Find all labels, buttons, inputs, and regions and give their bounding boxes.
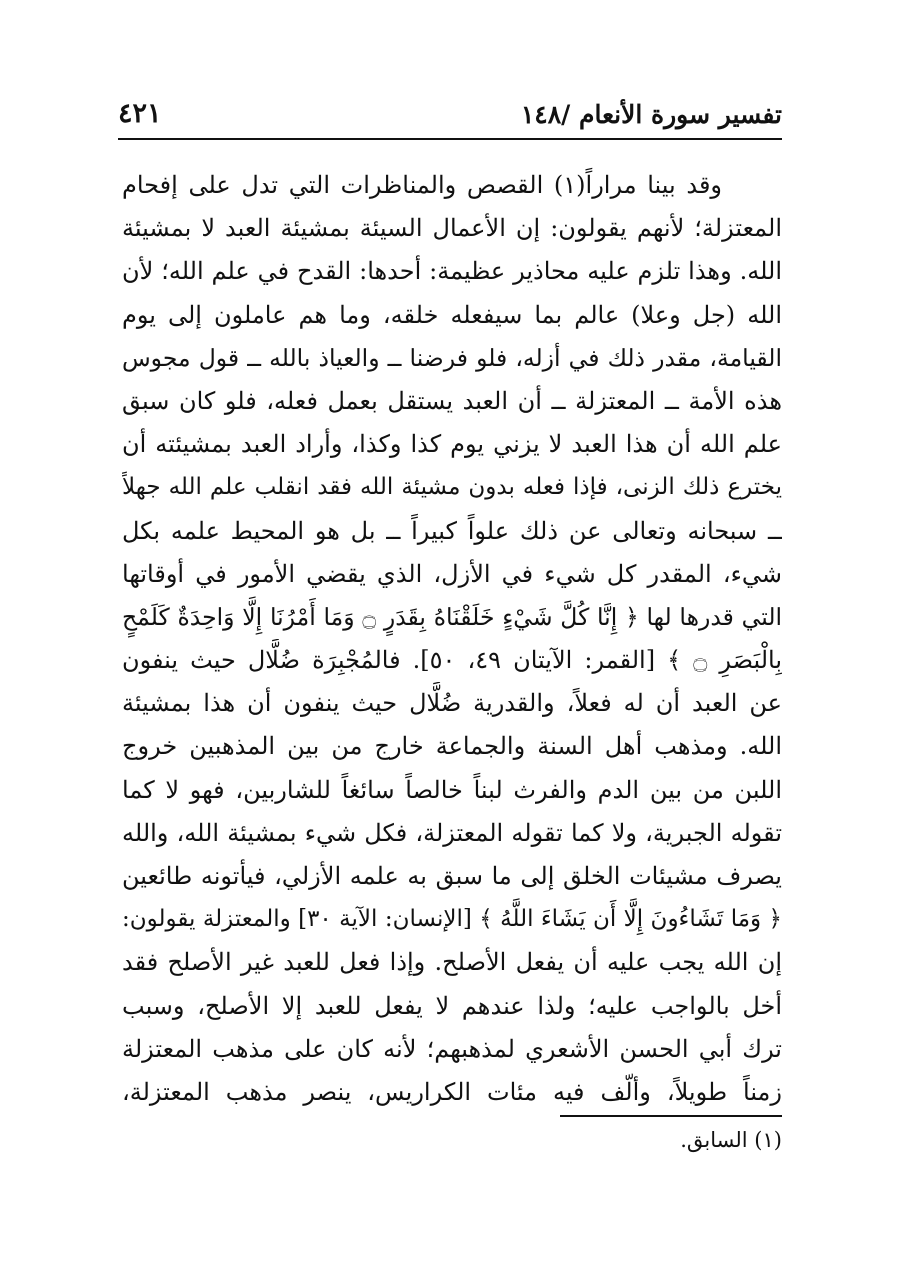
main-text (122, 164, 782, 1114)
text-line: وقد بينا مراراً(١) القصص والمناظرات التي تدل على إفحام (122, 171, 723, 199)
text-line: الله. ومذهب أهل السنة والجماعة خارج من بين المذهبين خروج (122, 732, 782, 761)
text-line: تقوله الجبرية، ولا كما تقوله المعتزلة، فكل شيء بمشيئة الله، والله (122, 818, 782, 847)
text-line-quran: التي قدرها لها ﴿ إِنَّا كُلَّ شَيْءٍ خَلَقْنَاهُ بِقَدَرٍ ۝ وَمَا أَمْرُنَا إِلَّا وَاحِدَةٌ كَلَمْحٍ (122, 602, 782, 631)
text-line: اللبن من بين الدم والفرث لبناً خالصاً سائغاً للشاربين، فهو لا كما (122, 775, 782, 804)
text-line: الله (جل وعلا) عالم بما سيفعله خلقه، وما هم عاملون إلى يوم (122, 300, 782, 329)
footnote: (١) السابق. (680, 1128, 782, 1152)
running-title: تفسير سورة الأنعام /١٤٨ (520, 100, 782, 129)
text-line: أخل بالواجب عليه؛ ولذا عندهم لا يفعل للعبد إلا الأصلح، وسبب (122, 991, 782, 1020)
text-line: يخترع ذلك الزنى، فإذا فعله بدون مشيئة الله فقد انقلب علم الله جهلاً (122, 474, 782, 501)
text-line: شيء، المقدر كل شيء في الأزل، الذي يقضي الأمور في أوقاتها (122, 559, 782, 588)
text-line: علم الله أن هذا العبد لا يزني يوم كذا وكذا، وأراد العبد بمشيئته أن (122, 430, 782, 459)
text-line: ــ سبحانه وتعالى عن ذلك علواً كبيراً ــ بل هو المحيط علمه بكل (122, 516, 782, 545)
header-rule (118, 138, 782, 140)
text-line: إن الله يجب عليه أن يفعل الأصلح. وإذا فعل للعبد غير الأصلح فقد (122, 948, 782, 977)
text-line: زمناً طويلاً، وألّف فيه مئات الكراريس، ينصر مذهب المعتزلة، (122, 1077, 782, 1106)
page-header (118, 96, 782, 140)
text-line: القيامة، مقدر ذلك في أزله، فلو فرضنا ــ والعياذ بالله ــ قول مجوس (122, 343, 782, 372)
page-number: ٤٢١ (118, 98, 162, 129)
text-line: عن العبد أن له فعلاً، والقدرية ضُلَّال حيث ينفون أن هذا بمشيئة (122, 689, 782, 718)
text-line-quran: ﴿ وَمَا تَشَاءُونَ إِلَّا أَن يَشَاءَ اللَّهُ ﴾ [الإنسان: الآية ٣٠] والمعتزلة يقولون: (122, 906, 782, 933)
text-line-quran: بِالْبَصَرِ ۝ ﴾ [القمر: الآيتان ٤٩، ٥٠]. فالمُجْبِرَة ضُلَّال حيث ينفون (122, 646, 782, 675)
text-line: يصرف مشيئات الخلق إلى ما سبق به علمه الأزلي، فيأتونه طائعين (122, 862, 782, 890)
text-line: هذه الأمة ــ المعتزلة ــ أن العبد يستقل بعمل فعله، فلو كان سبق (122, 386, 782, 415)
footnote-separator (560, 1115, 782, 1117)
text-line: الله. وهذا تلزم عليه محاذير عظيمة: أحدها: القدح في علم الله؛ لأن (122, 257, 782, 286)
text-line: المعتزلة؛ لأنهم يقولون: إن الأعمال السيئة بمشيئة العبد لا بمشيئة (122, 214, 782, 243)
text-line: ترك أبي الحسن الأشعري لمذهبهم؛ لأنه كان على مذهب المعتزلة (122, 1034, 782, 1063)
